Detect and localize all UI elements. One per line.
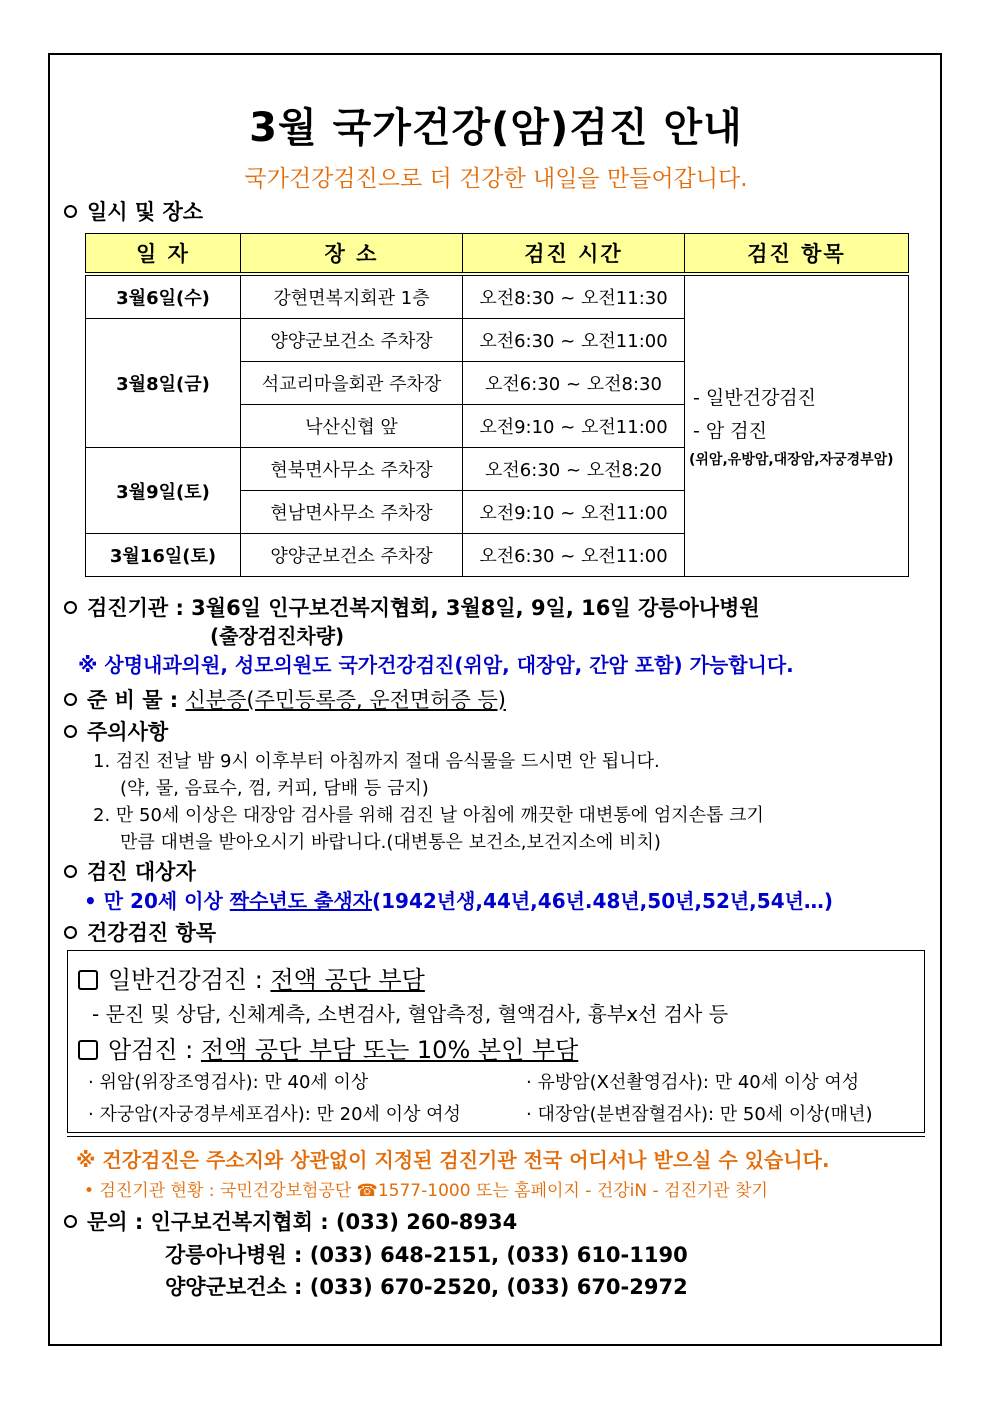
page-subtitle: 국가건강검진으로 더 건강한 내일을 만들어갑니다. xyxy=(244,166,748,192)
place-cell: 현남면사무소 주차장 xyxy=(241,491,463,534)
institution-line: 검진기관 : 3월6일 인구보건복지협회, 3월8일, 9일, 16일 강릉아나병원 xyxy=(64,592,760,622)
column-header: 일 자 xyxy=(86,234,241,275)
time-cell: 오전8:30 ~ 오전11:30 xyxy=(463,274,685,319)
general-exam-line: 일반건강검진 : 전액 공단 부담 xyxy=(78,960,425,995)
exam-item-cancer: - 암 검진 xyxy=(693,420,767,442)
date-cell: 3월8일(금) xyxy=(86,319,241,448)
time-cell: 오전6:30 ~ 오전8:30 xyxy=(463,362,685,405)
table-row xyxy=(86,274,909,319)
cancer-item-cervical: · 자궁암(자궁경부세포검사): 만 20세 이상 여성 xyxy=(88,1104,461,1125)
target-line: • 만 20세 이상 짝수년도 출생자(1942년생,44년,46년.48년,50년,52년,54년…) xyxy=(84,889,834,913)
caution-2: 2. 만 50세 이상은 대장암 검사를 위해 검진 날 아침에 깨끗한 대변통에 엄지손톱 크기 xyxy=(93,805,764,826)
cancer-exam-line: 암검진 : 전액 공단 부담 또는 10% 본인 부담 xyxy=(78,1030,578,1065)
health-items-heading: 건강검진 항목 xyxy=(64,917,216,947)
checkbox-icon xyxy=(78,1040,98,1060)
divider xyxy=(67,1136,925,1137)
exam-items-cell xyxy=(685,274,909,577)
notice-line-2: • 검진기관 현황 : 국민건강보험공단 ☎1577-1000 또는 홈페이지 - 건강iN - 검진기관 찾기 xyxy=(84,1181,768,1201)
date-cell: 3월16일(토) xyxy=(86,534,241,577)
time-cell: 오전6:30 ~ 오전11:00 xyxy=(463,534,685,577)
general-exam-detail: - 문진 및 상담, 신체계측, 소변검사, 혈압측정, 혈액검사, 흉부x선 검사 등 xyxy=(92,1002,729,1026)
page-title: 3월 국가건강(암)검진 안내 xyxy=(249,105,743,151)
column-header: 장 소 xyxy=(241,234,463,275)
circle-bullet-icon xyxy=(64,205,77,218)
place-cell: 양양군보건소 주차장 xyxy=(241,319,463,362)
place-cell: 강현면복지회관 1층 xyxy=(241,274,463,319)
date-cell: 3월6일(수) xyxy=(86,274,241,319)
checkbox-icon xyxy=(78,970,98,990)
time-cell: 오전9:10 ~ 오전11:00 xyxy=(463,491,685,534)
contact-line-1: 문의 : 인구보건복지협회 : (033) 260-8934 xyxy=(64,1206,517,1236)
circle-bullet-icon xyxy=(64,1215,77,1228)
contact-line-3: 양양군보건소 : (033) 670-2520, (033) 670-2972 xyxy=(165,1275,688,1299)
contact-line-2: 강릉아나병원 : (033) 648-2151, (033) 610-1190 xyxy=(165,1243,688,1267)
date-cell: 3월9일(토) xyxy=(86,448,241,534)
notice-line-1: ※ 건강검진은 주소지와 상관없이 지정된 검진기관 전국 어디서나 받으실 수 있습니다. xyxy=(76,1148,830,1172)
caution-1b: (약, 물, 음료수, 껌, 커피, 담배 등 금지) xyxy=(120,778,429,799)
cancer-item-colon: · 대장암(분변잠혈검사): 만 50세 이상(매년) xyxy=(526,1104,873,1125)
exam-item-cancer-detail: (위암,유방암,대장암,자궁경부암) xyxy=(689,452,894,468)
table-header-row xyxy=(86,234,909,275)
time-cell: 오전6:30 ~ 오전8:20 xyxy=(463,448,685,491)
caution-2b: 만큼 대변을 받아오시기 바랍니다.(대변통은 보건소,보건지소에 비치) xyxy=(120,832,661,853)
section-schedule-heading: 일시 및 장소 xyxy=(64,196,203,226)
column-header: 검진 시간 xyxy=(463,234,685,275)
place-cell: 양양군보건소 주차장 xyxy=(241,534,463,577)
caution-1: 1. 검진 전날 밤 9시 이후부터 아침까지 절대 음식물을 드시면 안 됩니다. xyxy=(93,751,660,772)
target-heading: 검진 대상자 xyxy=(64,856,196,886)
schedule-table xyxy=(85,233,909,577)
cautions-heading: 주의사항 xyxy=(64,716,168,746)
circle-bullet-icon xyxy=(64,693,77,706)
circle-bullet-icon xyxy=(64,865,77,878)
prep-line: 준 비 물 : 신분증(주민등록증, 운전면허증 등) xyxy=(64,684,506,714)
institution-line-2: (출장검진차량) xyxy=(210,624,345,648)
circle-bullet-icon xyxy=(64,601,77,614)
exam-item-general: - 일반건강검진 xyxy=(693,387,817,409)
circle-bullet-icon xyxy=(64,725,77,738)
place-cell: 현북면사무소 주차장 xyxy=(241,448,463,491)
place-cell: 낙산신협 앞 xyxy=(241,405,463,448)
prep-value: 신분증(주민등록증, 운전면허증 등) xyxy=(185,688,506,712)
circle-bullet-icon xyxy=(64,926,77,939)
time-cell: 오전6:30 ~ 오전11:00 xyxy=(463,319,685,362)
column-header: 검진 항목 xyxy=(685,234,909,275)
place-cell: 석교리마을회관 주차장 xyxy=(241,362,463,405)
time-cell: 오전9:10 ~ 오전11:00 xyxy=(463,405,685,448)
cancer-item-stomach: · 위암(위장조영검사): 만 40세 이상 xyxy=(88,1072,369,1093)
cancer-item-breast: · 유방암(X선촬영검사): 만 40세 이상 여성 xyxy=(526,1072,860,1093)
institution-note: ※ 상명내과의원, 성모의원도 국가건강검진(위암, 대장암, 간암 포함) 가능합니다. xyxy=(78,653,794,677)
